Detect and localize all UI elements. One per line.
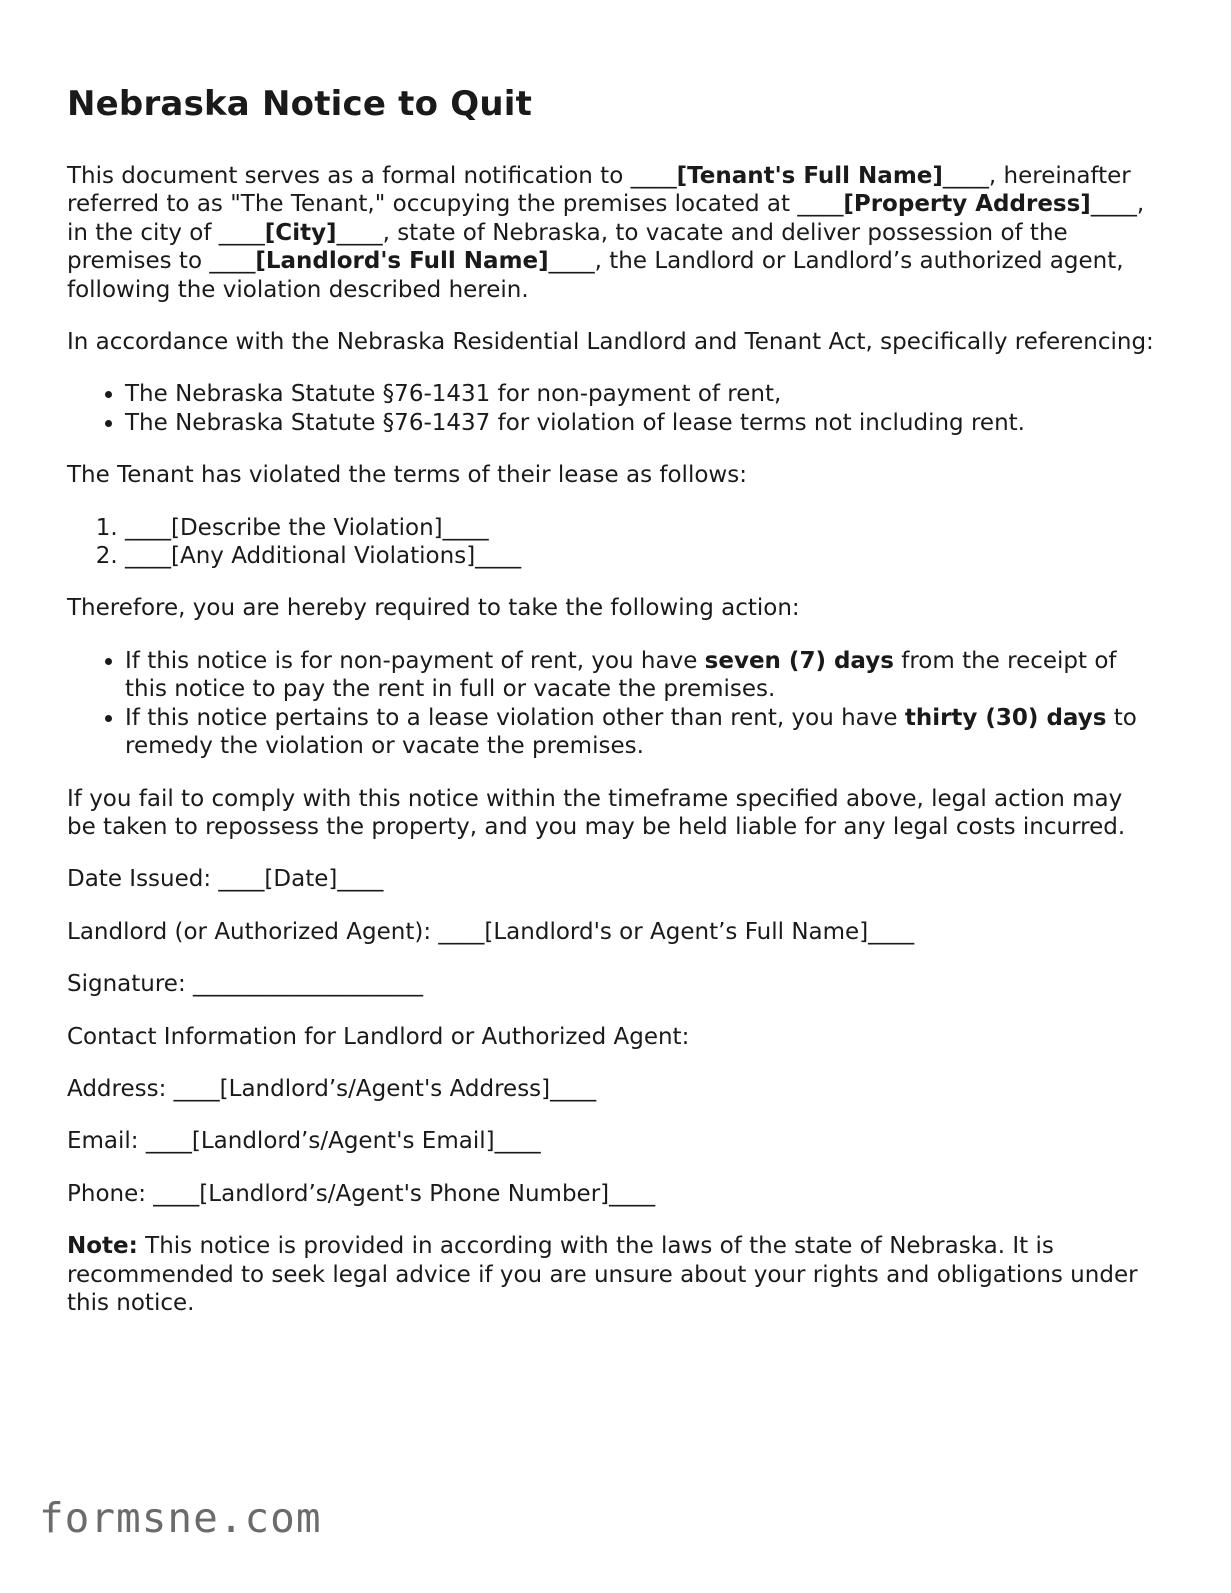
action-text: If this notice pertains to a lease violation other than rent, you have [125,704,905,731]
tenant-name-placeholder: [Tenant's Full Name] [676,163,943,189]
document-title: Nebraska Notice to Quit [67,84,533,124]
phone-field: Phone: ____[Landlord’s/Agent's Phone Number]____ [67,1180,656,1207]
action-intro: Therefore, you are hereby required to take the following action: [67,595,800,622]
city-placeholder: [City] [264,219,337,246]
intro-paragraph [67,162,1157,304]
property-address-placeholder: [Property Address] [843,191,1091,218]
note-text: This notice is provided in according with the laws of the state of Nebraska. It is recommended to seek legal advice if you are unsure about your rights and obligations under this notice. [67,1233,1138,1316]
violation-item: 2. ____[Any Additional Violations]____ [125,542,1157,570]
action-text: If this notice is for non-payment of rent, you have [125,647,705,674]
landlord-agent-field: Landlord (or Authorized Agent): ____[Landlord's or Agent’s Full Name]____ [67,918,915,945]
signature-field: Signature: ____________________ [67,971,424,998]
action-item [125,704,1157,761]
intro-text-3: ____, in the city of ____ [67,191,1145,246]
statute-item: • The Nebraska Statute §76-1437 for violation of lease terms not including rent. [125,409,1157,437]
document-page [67,80,1157,1341]
violations-intro: The Tenant has violated the terms of their lease as follows: [67,462,747,489]
intro-text-1: This document serves as a formal notification to ____ [67,163,677,189]
note-paragraph [67,1232,1157,1317]
landlord-name-placeholder: [Landlord's Full Name] [255,248,549,275]
action-text: to remedy the violation or vacate the premises. [125,704,1137,760]
action-text: from the receipt of this notice to pay the rent in full or vacate the premises. [125,647,1117,703]
intro-text-5: ____, the Landlord or Landlord’s authorized agent, following the violation described herein. [67,248,1124,303]
action-item [125,647,1157,704]
statute-list [67,380,1157,437]
action-list [67,647,1157,761]
email-field: Email: ____[Landlord’s/Agent's Email]____ [67,1128,541,1155]
violation-item: 1. ____[Describe the Violation]____ [125,514,1157,542]
statute-intro: In accordance with the Nebraska Residential Landlord and Tenant Act, specifically referencing: [67,329,1154,356]
date-issued-field: Date Issued: ____[Date]____ [67,866,384,893]
action-deadline: seven (7) days [704,647,894,674]
address-field: Address: ____[Landlord’s/Agent's Address]____ [67,1075,597,1102]
action-deadline: thirty (30) days [904,704,1107,731]
consequence-paragraph: If you fail to comply with this notice within the timeframe specified above, legal action may be taken to repossess the property, and you may be held liable for any legal costs incurred. [67,785,1126,840]
intro-text-4: ____, state of Nebraska, to vacate and deliver possession of the premises to ____ [67,219,1068,275]
statute-item: • The Nebraska Statute §76-1431 for non-payment of rent, [125,380,1157,408]
intro-text-2: ____, hereinafter referred to as "The Tenant," occupying the premises located at ____ [67,163,1131,218]
note-label: Note: [67,1233,138,1260]
violations-list [67,514,1157,571]
watermark: formsne.com [39,1494,322,1542]
contact-heading: Contact Information for Landlord or Authorized Agent: [67,1023,690,1050]
